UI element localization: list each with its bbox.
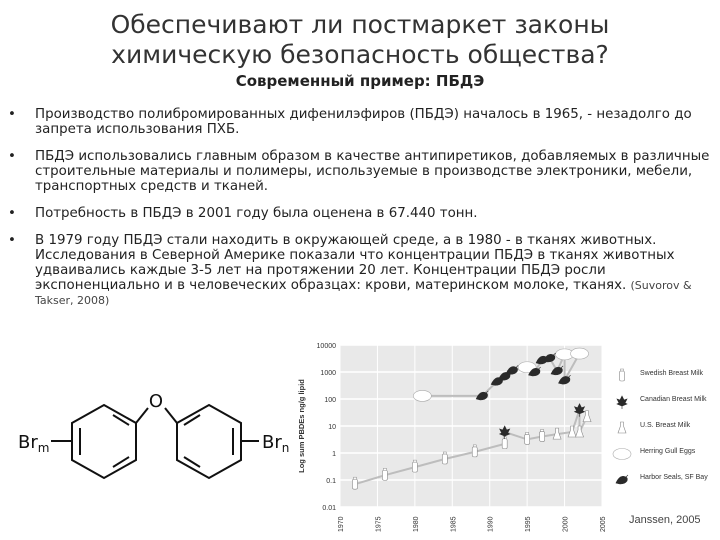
left-bromine-label: $Br_m$	[18, 432, 50, 455]
right-bromine-label: $Br_n$	[262, 432, 290, 455]
legend-label: Swedish Breast Milk	[640, 370, 704, 377]
pbde-trend-chart	[290, 335, 620, 540]
y-tick-label: 1000	[320, 370, 336, 377]
flask-icon	[612, 420, 636, 436]
bullet-item	[8, 206, 713, 221]
x-tick-label: 1970	[338, 516, 345, 532]
x-tick-label: 1975	[375, 516, 383, 532]
bullet-list	[8, 107, 713, 308]
legend-marker	[613, 449, 631, 460]
bullet-item	[8, 149, 713, 194]
legend-marker	[620, 369, 625, 381]
leaf-icon	[612, 394, 636, 410]
bullet-marker: •	[8, 206, 16, 221]
source-note: Janssen, 2005	[629, 514, 701, 526]
x-tick-label: 2005	[600, 516, 607, 532]
data-point	[571, 348, 589, 359]
slide-title: Обеспечивают ли постмаркет законы химическую безопасность общества?	[110, 10, 610, 69]
legend-marker	[617, 396, 627, 409]
y-tick-label: 1	[332, 451, 336, 458]
bottle-icon	[612, 368, 636, 384]
legend-label: Herring Gull Eggs	[640, 448, 696, 455]
legend-label: U.S. Breast Milk	[640, 422, 691, 429]
y-tick-label: 10000	[316, 343, 336, 350]
x-tick-label: 2000	[562, 516, 570, 532]
slide-subtitle: Современный пример: ПБДЭ	[235, 72, 485, 90]
legend-marker	[618, 422, 626, 433]
bullet-item	[8, 107, 713, 137]
legend-label: Canadian Breast Milk	[640, 396, 707, 403]
legend-item	[612, 446, 712, 462]
molecule-bonds	[51, 405, 259, 478]
data-point	[413, 390, 431, 401]
legend-item	[612, 394, 712, 410]
pbde-structure-diagram	[14, 380, 299, 500]
y-tick-label: 10	[328, 424, 336, 431]
egg-icon	[612, 446, 636, 462]
seal-icon	[612, 472, 636, 488]
citation: (Suvorov & Takser, 2008)	[35, 279, 692, 307]
y-tick-label: 100	[324, 397, 336, 404]
bullet-text: ПБДЭ использовались главным образом в качестве антипиретиков, добавляемых в различные строительные материалы и полимеры, используемые в производстве электроники, мебели, транспортных средств и тканей.	[35, 149, 710, 194]
legend-label: Harbor Seals, SF Bay	[640, 474, 708, 481]
oxygen-label: O	[148, 391, 164, 412]
bullet-text: Потребность в ПБДЭ в 2001 году была оценена в 67.440 тонн.	[35, 206, 478, 221]
legend-item	[612, 420, 712, 436]
x-tick-label: 1995	[525, 516, 533, 532]
data-point	[472, 445, 477, 457]
legend-marker	[616, 475, 628, 484]
x-tick-label: 1980	[412, 516, 420, 532]
bullet-text: Производство полибромированных дифенилэфиров (ПБДЭ) началось в 1965, - незадолго до запрета использования ПХБ.	[35, 107, 692, 137]
bullet-marker: •	[8, 107, 16, 122]
y-axis-label: Log sum PBDEs ng/g lipid	[297, 379, 306, 473]
bullet-item	[8, 233, 713, 308]
legend-item	[612, 472, 712, 488]
x-tick-label: 1990	[487, 516, 495, 532]
bullet-marker: •	[8, 233, 16, 248]
y-tick-label: 0.1	[326, 478, 336, 485]
bullet-text: В 1979 году ПБДЭ стали находить в окружающей среде, а в 1980 - в тканях животных. Исследования в Северной Америке показали что концентрации ПБДЭ в тканях животных удваивались каждые 3-5 лет на протяжении 20 лет. Концентрации ПБДЭ росли экспоненциально и в человеческих образцах: крови, материнском молоке, тканях.	[35, 233, 675, 293]
legend-item	[612, 368, 712, 384]
y-tick-label: 0.01	[322, 505, 336, 512]
chart-legend	[612, 368, 712, 498]
bullet-marker: •	[8, 149, 16, 164]
x-tick-label: 1985	[450, 516, 458, 532]
